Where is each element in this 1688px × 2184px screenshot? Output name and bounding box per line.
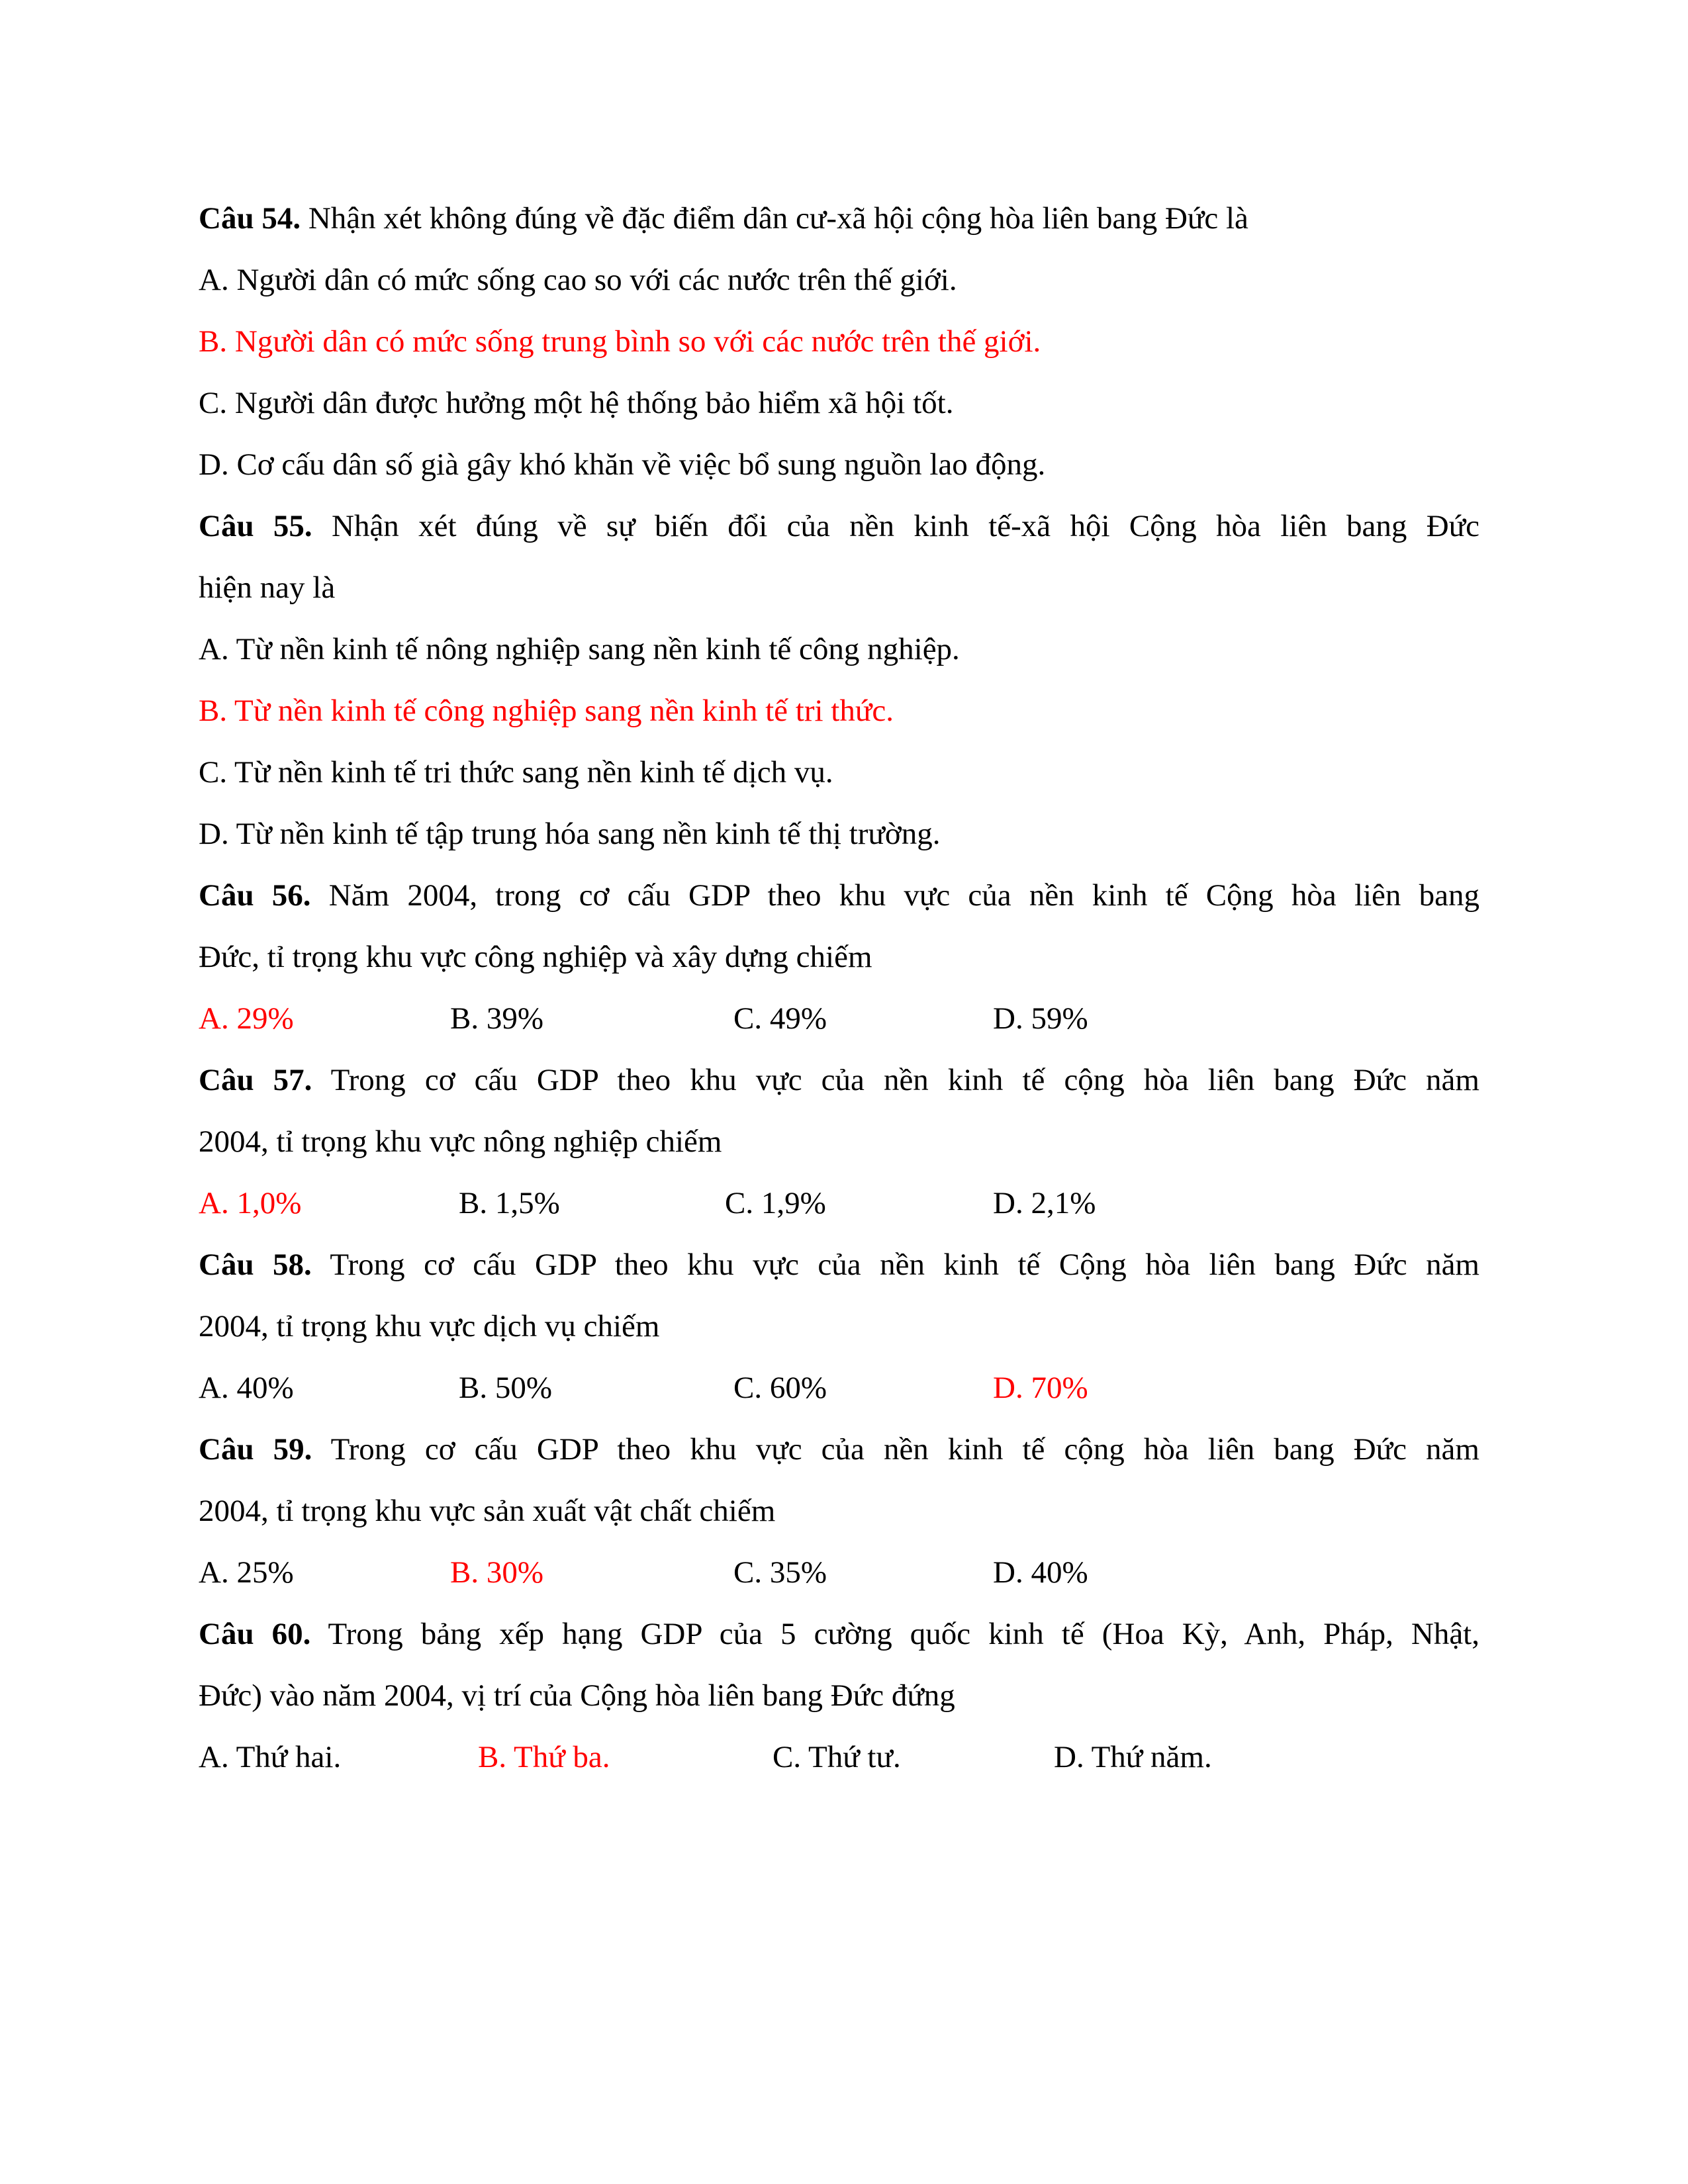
question-60-option-d: D. Thứ năm. — [1054, 1740, 1212, 1774]
question-59-option-b-answer: B. 30% — [450, 1555, 543, 1590]
question-55-text: Nhận xét đúng về sự biến đổi của nền kinh tế-xã hội Cộng hòa liên bang Đức — [312, 509, 1479, 543]
question-56-option-d: D. 59% — [993, 1001, 1088, 1036]
question-60-label: Câu 60. — [199, 1617, 311, 1651]
question-60-option-a: A. Thứ hai. — [199, 1740, 342, 1774]
question-56-text: Năm 2004, trong cơ cấu GDP theo khu vực của nền kinh tế Cộng hòa liên bang — [310, 878, 1479, 913]
question-57-label: Câu 57. — [199, 1063, 312, 1097]
question-59-stem — [199, 1430, 1479, 1469]
question-58-text: Trong cơ cấu GDP theo khu vực của nền kinh tế Cộng hòa liên bang Đức năm — [311, 1248, 1479, 1282]
question-58-text-cont: 2004, tỉ trọng khu vực dịch vụ chiếm — [199, 1309, 660, 1343]
question-54-option-a: A. Người dân có mức sống cao so với các nước trên thế giới. — [199, 263, 957, 297]
question-57-text-cont: 2004, tỉ trọng khu vực nông nghiệp chiếm — [199, 1124, 722, 1159]
question-55-text-cont: hiện nay là — [199, 570, 336, 605]
question-55-option-c: C. Từ nền kinh tế tri thức sang nền kinh tế dịch vụ. — [199, 755, 833, 790]
question-54-option-d: D. Cơ cấu dân số già gây khó khăn về việc bổ sung nguồn lao động. — [199, 447, 1046, 482]
question-57-option-c: C. 1,9% — [725, 1186, 826, 1220]
question-54-label: Câu 54. — [199, 201, 301, 236]
question-55-option-a: A. Từ nền kinh tế nông nghiệp sang nền kinh tế công nghiệp. — [199, 632, 960, 666]
question-56-label: Câu 56. — [199, 878, 311, 913]
question-57-option-b: B. 1,5% — [459, 1186, 560, 1220]
question-56-option-b: B. 39% — [450, 1001, 543, 1036]
question-57-text: Trong cơ cấu GDP theo khu vực của nền kinh tế cộng hòa liên bang Đức năm — [312, 1063, 1479, 1097]
question-59-text: Trong cơ cấu GDP theo khu vực của nền kinh tế cộng hòa liên bang Đức năm — [312, 1432, 1479, 1467]
question-56-option-a-answer: A. 29% — [199, 1001, 294, 1036]
question-57-stem — [199, 1060, 1479, 1100]
question-59-option-a: A. 25% — [199, 1555, 294, 1590]
question-60-text: Trong bảng xếp hạng GDP của 5 cường quốc kinh tế (Hoa Kỳ, Anh, Pháp, Nhật, — [310, 1617, 1479, 1651]
question-58-option-a: A. 40% — [199, 1371, 294, 1405]
question-57-option-d: D. 2,1% — [993, 1186, 1096, 1220]
question-58-stem — [199, 1245, 1479, 1285]
question-55-label: Câu 55. — [199, 509, 312, 543]
question-60-option-b-answer: B. Thứ ba. — [478, 1740, 610, 1774]
question-55-option-d: D. Từ nền kinh tế tập trung hóa sang nền kinh tế thị trường. — [199, 817, 941, 851]
question-59-option-d: D. 40% — [993, 1555, 1088, 1590]
question-60-option-c: C. Thứ tư. — [773, 1740, 901, 1774]
question-55-option-b-answer: B. Từ nền kinh tế công nghiệp sang nền kinh tế tri thức. — [199, 694, 894, 728]
question-54-option-b-answer: B. Người dân có mức sống trung bình so với các nước trên thế giới. — [199, 324, 1041, 359]
question-54-text: Nhận xét không đúng về đặc điểm dân cư-xã hội cộng hòa liên bang Đức là — [301, 201, 1248, 236]
question-59-option-c: C. 35% — [733, 1555, 827, 1590]
question-58-option-c: C. 60% — [733, 1371, 827, 1405]
question-56-option-c: C. 49% — [733, 1001, 827, 1036]
question-54-option-c: C. Người dân được hưởng một hệ thống bảo hiểm xã hội tốt. — [199, 386, 954, 420]
question-58-label: Câu 58. — [199, 1248, 312, 1282]
question-60-stem — [199, 1614, 1479, 1654]
question-59-label: Câu 59. — [199, 1432, 312, 1467]
question-56-stem — [199, 876, 1479, 915]
question-59-text-cont: 2004, tỉ trọng khu vực sản xuất vật chất chiếm — [199, 1494, 776, 1528]
question-58-option-b: B. 50% — [459, 1371, 552, 1405]
question-56-text-cont: Đức, tỉ trọng khu vực công nghiệp và xây dựng chiếm — [199, 940, 872, 974]
question-60-text-cont: Đức) vào năm 2004, vị trí của Cộng hòa liên bang Đức đứng — [199, 1678, 955, 1713]
question-55-stem — [199, 506, 1479, 546]
question-58-option-d-answer: D. 70% — [993, 1371, 1088, 1405]
question-57-option-a-answer: A. 1,0% — [199, 1186, 302, 1220]
question-54-stem — [199, 199, 1479, 238]
